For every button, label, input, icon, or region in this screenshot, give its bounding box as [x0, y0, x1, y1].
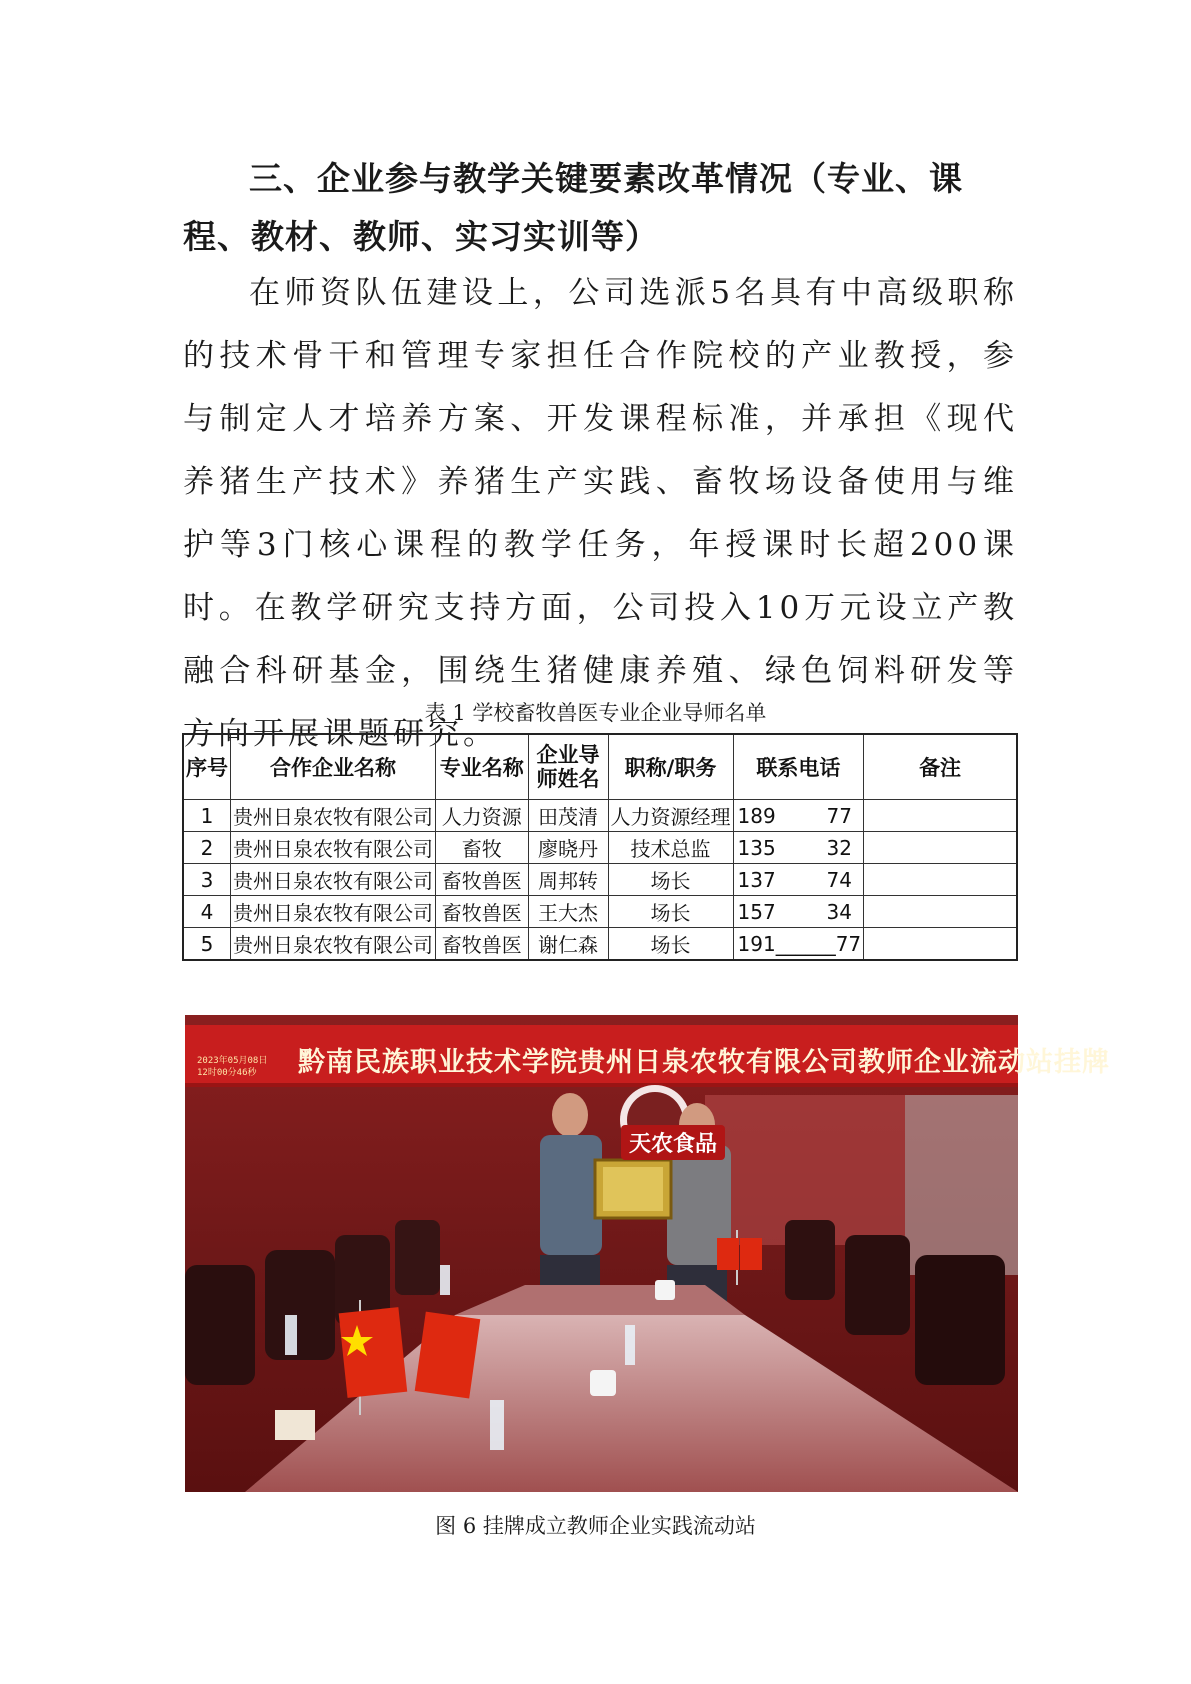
- header-index: 序号: [183, 734, 231, 800]
- cell-major: 畜牧兽医: [436, 896, 529, 928]
- cell-major: 畜牧兽医: [436, 864, 529, 896]
- header-mentor-name: 企业导师姓名: [528, 734, 608, 800]
- cell-phone: 135 32: [733, 832, 864, 864]
- photo-banner-text: 黔南民族职业技术学院贵州日泉农牧有限公司教师企业流动站挂牌: [298, 1047, 1110, 1078]
- cell-index: 2: [183, 832, 231, 864]
- table-row: [183, 928, 1017, 961]
- header-company: 合作企业名称: [231, 734, 436, 800]
- cell-phone: 157 34: [733, 896, 864, 928]
- stamp-time: 12时00分46秒: [197, 1068, 257, 1078]
- cell-remark: [864, 864, 1017, 896]
- cell-mentor-name: 田茂清: [528, 800, 608, 832]
- section-body-paragraph: 在师资队伍建设上，公司选派5名具有中高级职称的技术骨干和管理专家担任合作院校的产业教授，参与制定人才培养方案、开发课程标准，并承担《现代养猪生产技术》养猪生产实践、畜牧场设备使用与维护等3门核心课程的教学任务，年授课时长超200课时。在教学研究支持方面，公司投入10万元设立产教融合科研基金，围绕生猪健康养殖、绿色饲料研发等方向开展课题研究。: [183, 275, 1018, 752]
- cell-major: 畜牧兽医: [436, 928, 529, 961]
- cell-title: 场长: [608, 864, 733, 896]
- cell-title: 技术总监: [608, 832, 733, 864]
- cell-mentor-name: 廖晓丹: [528, 832, 608, 864]
- cell-index: 4: [183, 896, 231, 928]
- cell-mentor-name: 谢仁森: [528, 928, 608, 961]
- cell-mentor-name: 周邦转: [528, 864, 608, 896]
- header-remark: 备注: [864, 734, 1017, 800]
- cell-remark: [864, 928, 1017, 961]
- header-major: 专业名称: [436, 734, 529, 800]
- cell-mentor-name: 王大杰: [528, 896, 608, 928]
- cell-phone: 137 74: [733, 864, 864, 896]
- cell-title: 人力资源经理: [608, 800, 733, 832]
- photo-timestamp: [197, 1055, 267, 1079]
- stamp-date: 2023年05月08日: [197, 1056, 268, 1066]
- header-title: 职称/职务: [608, 734, 733, 800]
- cell-phone: 191______77: [733, 928, 864, 961]
- cell-major: 畜牧: [436, 832, 529, 864]
- brand-logo: 天农食品: [621, 1125, 725, 1160]
- plaque-ceremony-photo: [185, 1015, 1110, 1492]
- cell-major: 人力资源: [436, 800, 529, 832]
- table-header-row: [183, 734, 1017, 800]
- header-phone: 联系电话: [733, 734, 864, 800]
- cell-index: 3: [183, 864, 231, 896]
- table-row: [183, 832, 1017, 864]
- cell-company: 贵州日泉农牧有限公司: [231, 864, 436, 896]
- figure-caption: 图 6 挂牌成立教师企业实践流动站: [435, 1514, 756, 1538]
- cell-remark: [864, 800, 1017, 832]
- mentor-table: [182, 733, 1018, 961]
- cell-phone: 189 77: [733, 800, 864, 832]
- cell-index: 5: [183, 928, 231, 961]
- table-row: [183, 896, 1017, 928]
- table-row: [183, 800, 1017, 832]
- cell-title: 场长: [608, 928, 733, 961]
- cell-company: 贵州日泉农牧有限公司: [231, 928, 436, 961]
- cell-title: 场长: [608, 896, 733, 928]
- section-heading: 三、企业参与教学关键要素改革情况（专业、课程、教材、教师、实习实训等）: [183, 159, 963, 256]
- cell-remark: [864, 896, 1017, 928]
- cell-company: 贵州日泉农牧有限公司: [231, 832, 436, 864]
- cell-index: 1: [183, 800, 231, 832]
- table-row: [183, 864, 1017, 896]
- cell-company: 贵州日泉农牧有限公司: [231, 800, 436, 832]
- cell-company: 贵州日泉农牧有限公司: [231, 896, 436, 928]
- table-caption: 表 1 学校畜牧兽医专业企业导师名单: [424, 701, 767, 725]
- cell-remark: [864, 832, 1017, 864]
